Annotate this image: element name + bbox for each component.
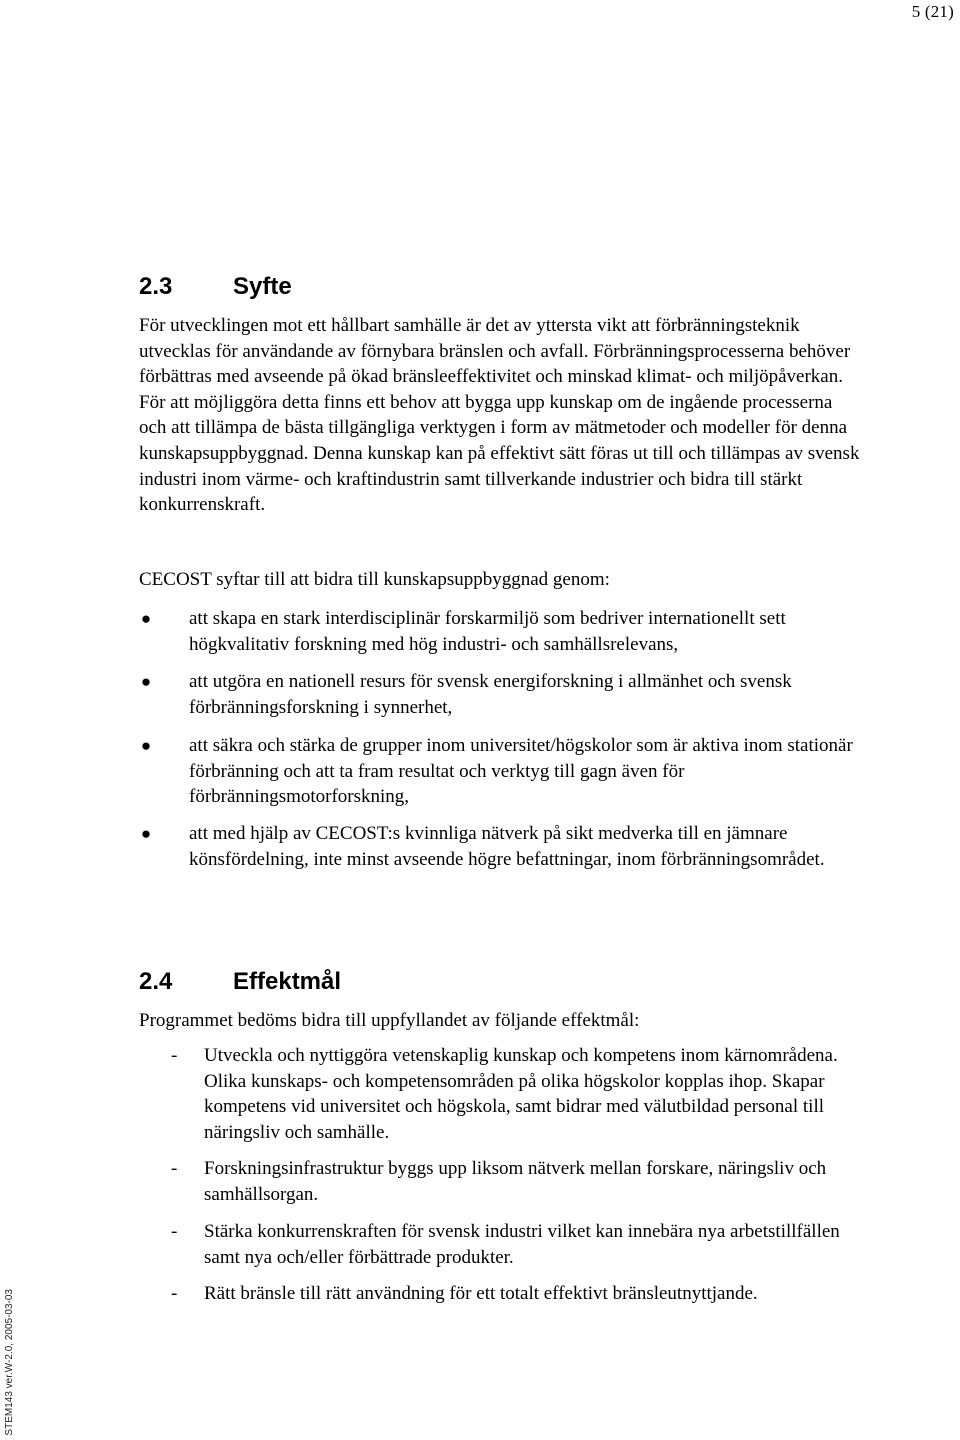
bullet-icon: ● [140, 824, 152, 843]
dash-marker: - [171, 1283, 178, 1304]
bullet-icon: ● [140, 609, 152, 628]
section-title: Effektmål [233, 968, 342, 995]
list-item-text: Utveckla och nyttiggöra vetenskaplig kunskap och kompetens inom kärnområdena. Olika kunskaps- och kompetensområden på olika högskolor kopplas ihop. Skapar kompetens vid universitet och högskola, samt bidrar med välutbildad personal till näringsliv och samhälle. [204, 1045, 838, 1143]
dash-marker: - [171, 1221, 178, 1242]
dash-marker: - [171, 1158, 178, 1179]
bullet-icon: ● [140, 672, 152, 691]
page-number: 5 (21) [911, 2, 954, 21]
list-item [139, 1219, 861, 1270]
list-item [139, 669, 861, 720]
list-item [139, 1043, 861, 1145]
list-item-text: Forskningsinfrastruktur byggs upp liksom nätverk mellan forskare, näringsliv och samhällsorgan. [204, 1158, 827, 1205]
dash-marker: - [171, 1045, 178, 1066]
list-item [139, 821, 861, 872]
document-version-label: STEM143 ver.W-2.0, 2005-03-03 [4, 1289, 15, 1436]
list-item [139, 1156, 861, 1207]
list-item-text: att skapa en stark interdisciplinär forskarmiljö som bedriver internationellt sett högkvalitativ forskning med hög industri- och samhällsrelevans, [189, 608, 786, 655]
bullet-icon: ● [140, 736, 152, 755]
section-2-4-heading [139, 967, 341, 997]
section-2-4-intro: Programmet bedöms bidra till uppfyllandet av följande effektmål: [139, 1010, 640, 1031]
section-2-3-heading [139, 272, 292, 302]
list-item-text: Stärka konkurrenskraften för svensk industri vilket kan innebära nya arbetstillfällen samt nya och/eller förbättrade produkter. [204, 1221, 840, 1268]
list-item-text: att säkra och stärka de grupper inom universitet/högskolor som är aktiva inom stationär förbränning och att ta fram resultat och verktyg till gagn även för förbränningsmotorforskning, [189, 735, 853, 808]
section-title: Syfte [233, 273, 292, 300]
list-item [139, 606, 861, 657]
section-number: 2.3 [139, 273, 173, 300]
list-item-text: Rätt bränsle till rätt användning för ett totalt effektivt bränsleutnyttjande. [204, 1283, 758, 1304]
list-item [139, 1281, 904, 1307]
section-2-3-paragraph: För utvecklingen mot ett hållbart samhälle är det av yttersta vikt att förbränningsteknik utvecklas för användande av förnybara bränslen och avfall. Förbränningsprocesserna behöver förbättras med avseende på ökad bränsleeffektivitet och minskad klimat- och miljöpåverkan. För att möjliggöra detta finns ett behov att bygga upp kunskap om de ingående processerna och att tillämpa de bästa tillgängliga verktygen i form av mätmetoder och modeller för denna kunskapsuppbyggnad. Denna kunskap kan på effektivt sätt föras ut till och tillämpas av svensk industri inom värme- och kraftindustrin samt tillverkande industrier och bidra till stärkt konkurrenskraft. [139, 315, 860, 516]
section-2-3-intro: CECOST syftar till att bidra till kunskapsuppbyggnad genom: [139, 569, 610, 590]
list-item-text: att utgöra en nationell resurs för svensk energiforskning i allmänhet och svensk förbränningsforskning i synnerhet, [189, 671, 792, 718]
list-item [139, 733, 861, 810]
section-number: 2.4 [139, 968, 173, 995]
list-item-text: att med hjälp av CECOST:s kvinnliga nätverk på sikt medverka till en jämnare könsfördelning, inte minst avseende högre befattningar, inom förbränningsområdet. [189, 823, 825, 870]
